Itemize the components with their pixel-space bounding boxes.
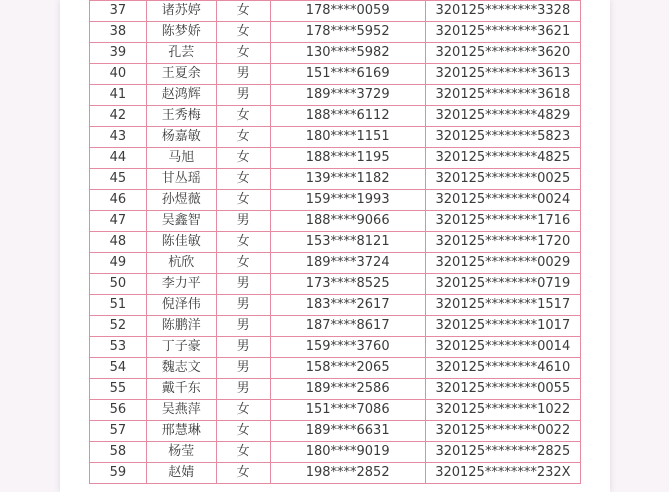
gender-cell: 女 bbox=[216, 232, 270, 253]
gender-cell: 女 bbox=[216, 22, 270, 43]
phone-cell: 188****6112 bbox=[270, 106, 425, 127]
row-number-cell: 50 bbox=[90, 274, 147, 295]
name-cell: 孔芸 bbox=[146, 43, 216, 64]
row-number-cell: 40 bbox=[90, 64, 147, 85]
table-row bbox=[90, 148, 581, 169]
table-row bbox=[90, 400, 581, 421]
table-row bbox=[90, 337, 581, 358]
gender-cell: 女 bbox=[216, 148, 270, 169]
id-number-cell: 320125********1720 bbox=[425, 232, 580, 253]
id-number-cell: 320125********232X bbox=[425, 463, 580, 484]
table-row bbox=[90, 64, 581, 85]
id-number-cell: 320125********1716 bbox=[425, 211, 580, 232]
row-number-cell: 52 bbox=[90, 316, 147, 337]
row-number-cell: 53 bbox=[90, 337, 147, 358]
table-row bbox=[90, 316, 581, 337]
row-number-cell: 42 bbox=[90, 106, 147, 127]
table-row bbox=[90, 379, 581, 400]
row-number-cell: 47 bbox=[90, 211, 147, 232]
table-row bbox=[90, 211, 581, 232]
table-row bbox=[90, 43, 581, 64]
row-number-cell: 45 bbox=[90, 169, 147, 190]
row-number-cell: 49 bbox=[90, 253, 147, 274]
row-number-cell: 54 bbox=[90, 358, 147, 379]
phone-cell: 187****8617 bbox=[270, 316, 425, 337]
gender-cell: 男 bbox=[216, 211, 270, 232]
name-cell: 孙煜薇 bbox=[146, 190, 216, 211]
table-row bbox=[90, 253, 581, 274]
phone-cell: 139****1182 bbox=[270, 169, 425, 190]
phone-cell: 198****2852 bbox=[270, 463, 425, 484]
name-cell: 杨莹 bbox=[146, 442, 216, 463]
gender-cell: 女 bbox=[216, 43, 270, 64]
name-cell: 杭欣 bbox=[146, 253, 216, 274]
table-row bbox=[90, 127, 581, 148]
phone-cell: 153****8121 bbox=[270, 232, 425, 253]
name-cell: 杨嘉敏 bbox=[146, 127, 216, 148]
id-number-cell: 320125********3618 bbox=[425, 85, 580, 106]
name-cell: 赵鸿辉 bbox=[146, 85, 216, 106]
phone-cell: 159****3760 bbox=[270, 337, 425, 358]
table-row bbox=[90, 421, 581, 442]
row-number-cell: 55 bbox=[90, 379, 147, 400]
name-cell: 马旭 bbox=[146, 148, 216, 169]
phone-cell: 188****1195 bbox=[270, 148, 425, 169]
gender-cell: 男 bbox=[216, 295, 270, 316]
name-cell: 赵婧 bbox=[146, 463, 216, 484]
phone-cell: 189****3729 bbox=[270, 85, 425, 106]
row-number-cell: 57 bbox=[90, 421, 147, 442]
id-number-cell: 320125********0014 bbox=[425, 337, 580, 358]
id-number-cell: 320125********4829 bbox=[425, 106, 580, 127]
table-row bbox=[90, 169, 581, 190]
name-cell: 魏志文 bbox=[146, 358, 216, 379]
gender-cell: 女 bbox=[216, 127, 270, 148]
gender-cell: 男 bbox=[216, 85, 270, 106]
name-cell: 王秀梅 bbox=[146, 106, 216, 127]
table-row bbox=[90, 232, 581, 253]
gender-cell: 女 bbox=[216, 253, 270, 274]
name-cell: 吴燕萍 bbox=[146, 400, 216, 421]
row-number-cell: 48 bbox=[90, 232, 147, 253]
phone-cell: 173****8525 bbox=[270, 274, 425, 295]
phone-cell: 130****5982 bbox=[270, 43, 425, 64]
phone-cell: 151****6169 bbox=[270, 64, 425, 85]
id-number-cell: 320125********4610 bbox=[425, 358, 580, 379]
roster-table bbox=[89, 0, 581, 484]
name-cell: 戴千东 bbox=[146, 379, 216, 400]
row-number-cell: 56 bbox=[90, 400, 147, 421]
row-number-cell: 43 bbox=[90, 127, 147, 148]
name-cell: 邢慧琳 bbox=[146, 421, 216, 442]
phone-cell: 151****7086 bbox=[270, 400, 425, 421]
row-number-cell: 46 bbox=[90, 190, 147, 211]
gender-cell: 女 bbox=[216, 421, 270, 442]
id-number-cell: 320125********0022 bbox=[425, 421, 580, 442]
id-number-cell: 320125********3620 bbox=[425, 43, 580, 64]
id-number-cell: 320125********1517 bbox=[425, 295, 580, 316]
id-number-cell: 320125********3613 bbox=[425, 64, 580, 85]
gender-cell: 男 bbox=[216, 274, 270, 295]
id-number-cell: 320125********0029 bbox=[425, 253, 580, 274]
gender-cell: 女 bbox=[216, 442, 270, 463]
id-number-cell: 320125********5823 bbox=[425, 127, 580, 148]
id-number-cell: 320125********0719 bbox=[425, 274, 580, 295]
id-number-cell: 320125********2825 bbox=[425, 442, 580, 463]
gender-cell: 女 bbox=[216, 1, 270, 22]
phone-cell: 158****2065 bbox=[270, 358, 425, 379]
table-row bbox=[90, 274, 581, 295]
gender-cell: 女 bbox=[216, 463, 270, 484]
table-row bbox=[90, 463, 581, 484]
phone-cell: 189****6631 bbox=[270, 421, 425, 442]
table-row bbox=[90, 22, 581, 43]
gender-cell: 男 bbox=[216, 64, 270, 85]
table-row bbox=[90, 442, 581, 463]
id-number-cell: 320125********0055 bbox=[425, 379, 580, 400]
table-row bbox=[90, 190, 581, 211]
row-number-cell: 59 bbox=[90, 463, 147, 484]
document-page bbox=[60, 0, 610, 492]
phone-cell: 189****3724 bbox=[270, 253, 425, 274]
table-row bbox=[90, 295, 581, 316]
name-cell: 陈佳敏 bbox=[146, 232, 216, 253]
gender-cell: 男 bbox=[216, 358, 270, 379]
row-number-cell: 37 bbox=[90, 1, 147, 22]
roster-table-body bbox=[90, 1, 581, 484]
phone-cell: 178****0059 bbox=[270, 1, 425, 22]
table-row bbox=[90, 85, 581, 106]
gender-cell: 男 bbox=[216, 379, 270, 400]
table-row bbox=[90, 1, 581, 22]
name-cell: 诸苏婷 bbox=[146, 1, 216, 22]
gender-cell: 男 bbox=[216, 337, 270, 358]
row-number-cell: 51 bbox=[90, 295, 147, 316]
table-row bbox=[90, 106, 581, 127]
name-cell: 王夏余 bbox=[146, 64, 216, 85]
gender-cell: 女 bbox=[216, 169, 270, 190]
row-number-cell: 39 bbox=[90, 43, 147, 64]
name-cell: 吴鑫智 bbox=[146, 211, 216, 232]
phone-cell: 178****5952 bbox=[270, 22, 425, 43]
phone-cell: 188****9066 bbox=[270, 211, 425, 232]
gender-cell: 男 bbox=[216, 316, 270, 337]
row-number-cell: 41 bbox=[90, 85, 147, 106]
phone-cell: 189****2586 bbox=[270, 379, 425, 400]
gender-cell: 女 bbox=[216, 400, 270, 421]
name-cell: 陈鹏洋 bbox=[146, 316, 216, 337]
id-number-cell: 320125********3328 bbox=[425, 1, 580, 22]
phone-cell: 180****1151 bbox=[270, 127, 425, 148]
name-cell: 陈梦娇 bbox=[146, 22, 216, 43]
phone-cell: 159****1993 bbox=[270, 190, 425, 211]
row-number-cell: 58 bbox=[90, 442, 147, 463]
phone-cell: 183****2617 bbox=[270, 295, 425, 316]
gender-cell: 女 bbox=[216, 190, 270, 211]
id-number-cell: 320125********0025 bbox=[425, 169, 580, 190]
id-number-cell: 320125********0024 bbox=[425, 190, 580, 211]
table-row bbox=[90, 358, 581, 379]
name-cell: 丁子豪 bbox=[146, 337, 216, 358]
id-number-cell: 320125********1022 bbox=[425, 400, 580, 421]
name-cell: 甘丛瑶 bbox=[146, 169, 216, 190]
phone-cell: 180****9019 bbox=[270, 442, 425, 463]
row-number-cell: 38 bbox=[90, 22, 147, 43]
name-cell: 李力平 bbox=[146, 274, 216, 295]
id-number-cell: 320125********1017 bbox=[425, 316, 580, 337]
id-number-cell: 320125********4825 bbox=[425, 148, 580, 169]
id-number-cell: 320125********3621 bbox=[425, 22, 580, 43]
row-number-cell: 44 bbox=[90, 148, 147, 169]
gender-cell: 女 bbox=[216, 106, 270, 127]
name-cell: 倪泽伟 bbox=[146, 295, 216, 316]
